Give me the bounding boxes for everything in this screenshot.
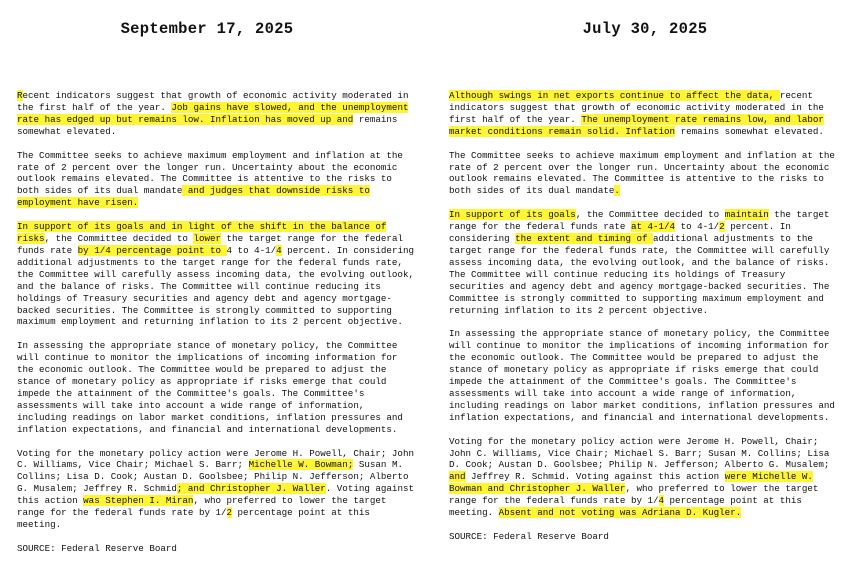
- text-run: Jeffrey R. Schmid. Voting against this action: [465, 471, 725, 483]
- highlighted-text: .: [614, 185, 620, 197]
- statement-paragraph: [449, 209, 841, 316]
- highlighted-text: maintain: [724, 209, 769, 221]
- text-run: additional adjustments to the target range for the federal funds rate, the Committee will carefully assess incoming data, the evolving outlook, and the balance of risks. The Committee will continue reducing its holdings of Treasury securities and agency debt and agency mortgage-backed securities. The Committee is strongly committed to supporting maximum employment and returning inflation to its 2 percent objective.: [449, 233, 830, 316]
- highlighted-text: In support of its goals: [449, 209, 576, 221]
- statement-date-heading: September 17, 2025: [120, 20, 294, 38]
- text-run: The Committee seeks to achieve maximum employment and inflation at the rate of 2 percent over the longer run. Uncertainty about the economic outlook remains elevated. The Committee is attentive to the risks to both sides of its dual mandate: [17, 149, 403, 197]
- statement-paragraph: [17, 90, 417, 138]
- highlighted-text: 2: [226, 507, 233, 519]
- highlighted-text: at 4-1/4: [630, 221, 676, 233]
- statement-date-heading: July 30, 2025: [582, 20, 708, 38]
- highlighted-text: Although swings in net exports continue to affect the data,: [449, 90, 780, 101]
- statement-paragraph: [17, 150, 417, 210]
- highlighted-text: and judges that downside risks to employment have risen.: [17, 185, 370, 209]
- text-run: , the Committee decided to: [44, 233, 194, 245]
- statement-body: [449, 90, 841, 543]
- text-run: the target range for the federal funds rate: [17, 233, 403, 256]
- highlighted-text: 2: [719, 221, 725, 233]
- text-run: Susan M. Collins; Lisa D. Cook; Austan D. Goolsbee; Philip N. Jefferson; Alberto G. Musalem; Jeffrey R. Schmid: [17, 459, 409, 495]
- statement-paragraph: [449, 328, 841, 423]
- highlighted-text: R: [17, 90, 23, 101]
- highlighted-text: by 1/4 percentage point to: [77, 244, 227, 256]
- source-line: SOURCE: Federal Reserve Board: [17, 542, 177, 554]
- highlighted-text: Job gains have slowed, and the unemployment rate has edged up but remains low. Inflation has moved up and: [17, 101, 409, 125]
- highlighted-text: In support of its goals and in light of the shift in the balance of risks: [17, 221, 387, 245]
- highlighted-text: Michelle W. Bowman;: [248, 459, 354, 471]
- statement-paragraph: [17, 448, 417, 531]
- highlighted-text: The unemployment rate remains low, and labor market conditions remain solid. Inflation: [449, 113, 824, 137]
- text-run: percent. In considering additional adjustments to the target range for the federal funds rate, the Committee will carefully assess incoming data, the evolving outlook, and the balance of risks. The Committee will continue reducing its holdings of Treasury securities and agency debt and agency mortgage-backed securities. The Committee is strongly committed to supporting maximum employment and returning inflation to its 2 percent objective.: [17, 244, 414, 328]
- text-run: , who preferred to lower the target range for the federal funds rate by 1/: [17, 495, 387, 519]
- statement-paragraphs: [449, 90, 841, 519]
- text-run: to 4-1/: [675, 221, 720, 233]
- text-run: to 4-1/: [232, 244, 277, 256]
- statement-paragraph: [449, 90, 841, 138]
- text-run: 4: [226, 244, 233, 256]
- highlighted-text: were Michelle W. Bowman and Christopher J. Waller: [449, 471, 813, 495]
- text-run: percentage point at this meeting.: [17, 507, 370, 530]
- highlighted-text: and: [449, 471, 466, 483]
- highlighted-text: lower: [193, 233, 222, 245]
- source-line: SOURCE: Federal Reserve Board: [449, 531, 609, 542]
- text-run: , who preferred to lower the target range for the federal funds rate by 1/: [449, 483, 819, 507]
- text-run: The Committee seeks to achieve maximum employment and inflation at the rate of 2 percent over the longer run. Uncertainty about the economic outlook remains elevated. The Committee is attentive to the risks to both sides of its dual mandate: [449, 149, 835, 197]
- statement-paragraph: [17, 340, 417, 435]
- text-run: remains somewhat elevated.: [17, 113, 398, 137]
- text-run: ecent indicators suggest that growth of economic activity moderated in the first half of the year.: [17, 90, 409, 113]
- text-run: the target range for the federal funds rate: [449, 209, 830, 233]
- text-run: recent indicators suggest that growth of economic activity moderated in the first half of the year.: [449, 90, 824, 125]
- text-run: In assessing the appropriate stance of monetary policy, the Committee will continue to monitor the implications of incoming information for the economic outlook. The Committee would be prepared to adjust the stance of monetary policy as appropriate if risks emerge that could impede the attainment of the Committee's goals. The Committee's assessments will take into account a wide range of information, including readings on labor market conditions, inflation pressures and inflation expectations, and financial and international developments.: [449, 328, 835, 423]
- text-run: Voting for the monetary policy action were Jerome H. Powell, Chair; John C. Williams, Vice Chair; Michael S. Barr;: [17, 447, 414, 471]
- highlighted-text: 4: [276, 244, 282, 256]
- text-run: percentage point at this meeting.: [449, 495, 802, 519]
- statement-paragraph: [17, 221, 417, 328]
- text-run: , the Committee decided to: [575, 209, 725, 221]
- statement-body: [17, 90, 417, 555]
- text-run: remains somewhat elevated.: [675, 125, 824, 137]
- text-run: percent. In considering: [449, 221, 791, 245]
- highlighted-text: the extent and timing of: [515, 233, 654, 245]
- statement-paragraphs: [17, 90, 417, 531]
- statement-paragraph: [449, 436, 841, 519]
- highlighted-text: 4: [658, 495, 665, 507]
- text-run: . Voting against this action: [17, 483, 414, 507]
- statement-paragraph: [449, 150, 841, 198]
- text-run: In assessing the appropriate stance of monetary policy, the Committee will continue to monitor the implications of incoming information for the economic outlook. The Committee would be prepared to adjust the stance of monetary policy as appropriate if risks emerge that could impede the attainment of the Committee's goals. The Committee's assessments will take into account a wide range of information, including readings on labor market conditions, inflation pressures and inflation expectations, and financial and international developments.: [17, 340, 403, 435]
- text-run: Voting for the monetary policy action were Jerome H. Powell, Chair; John C. Williams, Vice Chair; Michael S. Barr; Susan M. Collins; Lisa D. Cook; Austan D. Goolsbee; Philip N. Jefferson; Alberto G. Musalem;: [449, 435, 830, 471]
- highlighted-text: Absent and not voting was Adriana D. Kugler.: [498, 507, 742, 519]
- highlighted-text: ; and Christopher J. Waller: [176, 483, 326, 495]
- highlighted-text: was Stephen I. Miran: [83, 495, 194, 507]
